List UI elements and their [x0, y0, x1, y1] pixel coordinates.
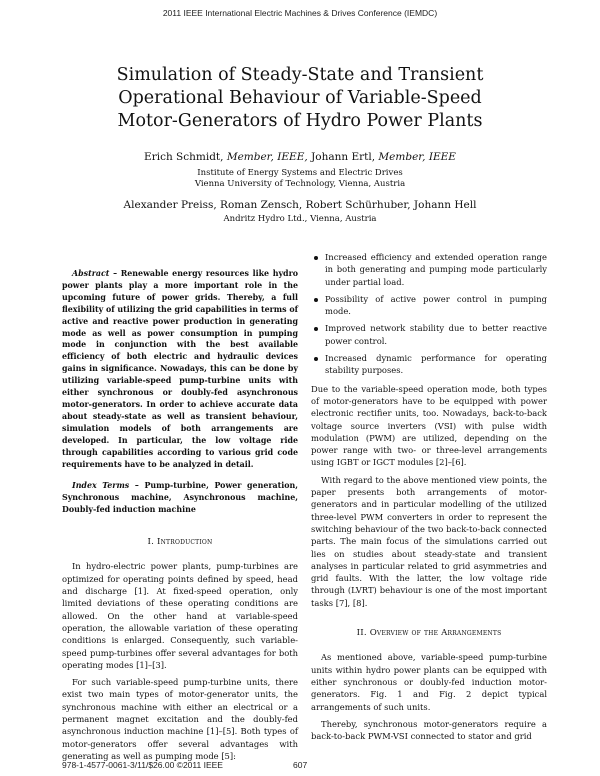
author-line-1	[0, 151, 600, 163]
footer-isbn: 978-1-4577-0061-3/11/$26.00 ©2011 IEEE	[62, 760, 223, 770]
list-item-text: Possibility of active power control in pumping mode.	[325, 293, 547, 317]
title-line: Operational Behaviour of Variable-Speed	[118, 88, 482, 108]
abstract-text: – Renewable energy resources like hydro power plants play a more important role in the upcoming future of power grids. Thereby, a full flexibility of utilizing the grid capabilities in terms of active and reactive power production in generating mode as well as power consumption in pumping mode in conjunction with the best available efficiency of both electric and hydraulic devices gains in significance. Nowadays, this can be done by utilizing variable-speed pump-turbine units with either synchronous or doubly-fed asynchronous motor-generators. In order to achieve accurate data about steady-state as well as transient behaviour, simulation models of both arrangements are developed. In particular, the low voltage ride through capabilities according to various grid code requirements have to be analyzed in detail.	[62, 269, 298, 469]
index-terms	[62, 480, 298, 516]
section-numeral: I.	[147, 537, 155, 548]
affiliation-line: Institute of Energy Systems and Electric Drives	[197, 168, 403, 178]
page-number: 607	[293, 760, 308, 770]
list-item-text: Increased dynamic performance for operating stability purposes.	[325, 353, 547, 376]
list-item	[311, 251, 547, 288]
left-column	[62, 268, 298, 767]
section-title: Introduction	[156, 537, 213, 548]
affiliation-line: Vienna University of Technology, Vienna, Austria	[194, 179, 406, 189]
title-line: Motor-Generators of Hydro Power Plants	[117, 111, 483, 131]
bullet-icon	[314, 256, 318, 260]
author-name: Erich Schmidt,	[144, 151, 224, 163]
paragraph: In hydro-electric power plants, pump-turbines are optimized for operating points defined by speed, head and discharge [1]. At fixed-speed operation, only limited deviations of these operating conditions are allowed. On the other hand at variable-speed operation, the allowable variation of these operating conditions is enlarged. Consequently, such variable-speed pump-turbines offer several advantages for both operating modes [1]–[3].	[62, 561, 298, 670]
index-terms-text: – Pump-turbine, Power generation, Synchronous machine, Asynchronous machine, Doubly-fed induction machine	[62, 481, 298, 515]
section-heading-overview	[311, 627, 547, 639]
paper-title	[40, 64, 560, 133]
author-name: Johann Ertl,	[311, 151, 376, 163]
paragraph: As mentioned above, variable-speed pump-turbine units within hydro power plants can be equipped with either synchronous or doubly-fed induction motor-generators. Fig. 1 and Fig. 2 depict typical arrangements of such units.	[311, 652, 547, 712]
bullet-icon	[314, 357, 318, 361]
paragraph: Due to the variable-speed operation mode, both types of motor-generators have to be equipped with power electronic rectifier units, too. Nowadays, back-to-back voltage source inverters (VSI) with pulse width modulation (PWM) are utilized, depending on the power range with two- or three-level arrangements using IGBT or IGCT modules [2]–[6].	[311, 383, 547, 468]
affiliation-2: Andritz Hydro Ltd., Vienna, Austria	[223, 214, 377, 224]
bullet-icon	[314, 298, 318, 302]
author-role: Member, IEEE	[378, 151, 456, 163]
section-title: Overview of the Arrangements	[369, 628, 502, 639]
author-role: Member, IEEE,	[226, 151, 308, 163]
bullet-icon	[314, 327, 318, 331]
list-item-text: Increased efficiency and extended operation range in both generating and pumping mode particularly under partial load.	[325, 252, 547, 287]
list-item	[311, 293, 547, 318]
section-numeral: II.	[356, 628, 367, 639]
abstract-label: Abstract	[72, 269, 110, 278]
list-item	[311, 352, 547, 377]
paragraph: With regard to the above mentioned view points, the paper presents both arrangements of motor-generators and in particular modelling of the utilized three-level PWM converters in order to represent the switching behaviour of the two back-to-back connected parts. The main focus of the simulations carried out lies on studies about steady-state and transient analyses in particular related to grid asymmetries and grid faults. With the latter, the low voltage ride through (LVRT) behaviour is one of the most important tasks [7], [8].	[311, 474, 547, 608]
paragraph: For such variable-speed pump-turbine units, there exist two main types of motor-generator units, the synchronous machine with either an electrical or a permanent magnet excitation and the doubly-fed asynchronous induction machine [1]–[5]. Both types of motor-generators offer several advantages with generating as well as pumping mode [5]:	[62, 677, 298, 761]
index-terms-label: Index Terms	[72, 481, 130, 491]
advantages-list	[311, 251, 547, 377]
paragraph: Thereby, synchronous motor-generators require a back-to-back PWM-VSI connected to stator and grid	[311, 718, 547, 742]
list-item	[311, 322, 547, 347]
conference-header: 2011 IEEE International Electric Machines & Drives Conference (IEMDC)	[162, 8, 438, 18]
section-heading-introduction	[62, 536, 298, 548]
affiliation-1	[0, 168, 600, 190]
title-line: Simulation of Steady-State and Transient	[116, 65, 484, 85]
list-item-text: Improved network stability due to better reactive power control.	[325, 323, 547, 346]
author-line-2: Alexander Preiss, Roman Zensch, Robert Schürhuber, Johann Hell	[123, 199, 477, 211]
right-column	[311, 251, 547, 747]
abstract	[62, 268, 298, 470]
